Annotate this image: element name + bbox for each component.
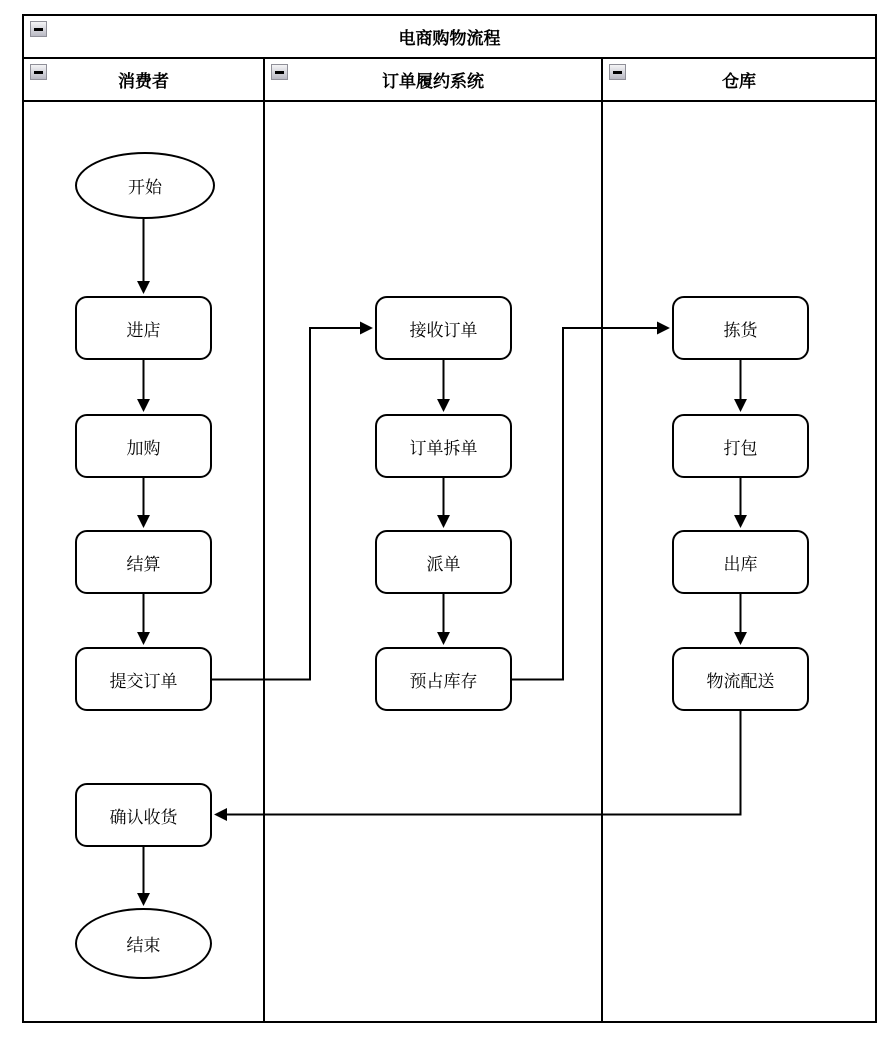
node-add-to-cart[interactable]: 加购 [75,414,212,478]
pool-title-bar [24,16,875,59]
lane-fulfillment-header [265,59,601,102]
minus-icon [34,28,43,31]
node-reserve-stock[interactable]: 预占库存 [375,647,512,711]
node-checkout[interactable]: 结算 [75,530,212,594]
minus-icon [275,71,284,74]
collapse-lane-consumer-button[interactable] [30,64,47,80]
node-start[interactable]: 开始 [75,152,215,219]
pool-title: 电商购物流程 [398,29,501,48]
node-split-order[interactable]: 订单拆单 [375,414,512,478]
lane-warehouse-label: 仓库 [722,72,756,91]
node-delivery[interactable]: 物流配送 [672,647,809,711]
collapse-pool-button[interactable] [30,21,47,37]
lane-fulfillment-label: 订单履约系统 [382,72,484,91]
minus-icon [34,71,43,74]
collapse-lane-warehouse-button[interactable] [609,64,626,80]
node-end[interactable]: 结束 [75,908,212,979]
node-confirm-receipt[interactable]: 确认收货 [75,783,212,847]
node-receive-order[interactable]: 接收订单 [375,296,512,360]
node-outbound[interactable]: 出库 [672,530,809,594]
lane-warehouse-header [603,59,875,102]
node-enter-store[interactable]: 进店 [75,296,212,360]
node-pick[interactable]: 拣货 [672,296,809,360]
collapse-lane-fulfillment-button[interactable] [271,64,288,80]
node-dispatch-order[interactable]: 派单 [375,530,512,594]
node-submit-order[interactable]: 提交订单 [75,647,212,711]
lane-consumer-label: 消费者 [118,72,169,91]
minus-icon [613,71,622,74]
lane-consumer-header [24,59,263,102]
node-pack[interactable]: 打包 [672,414,809,478]
